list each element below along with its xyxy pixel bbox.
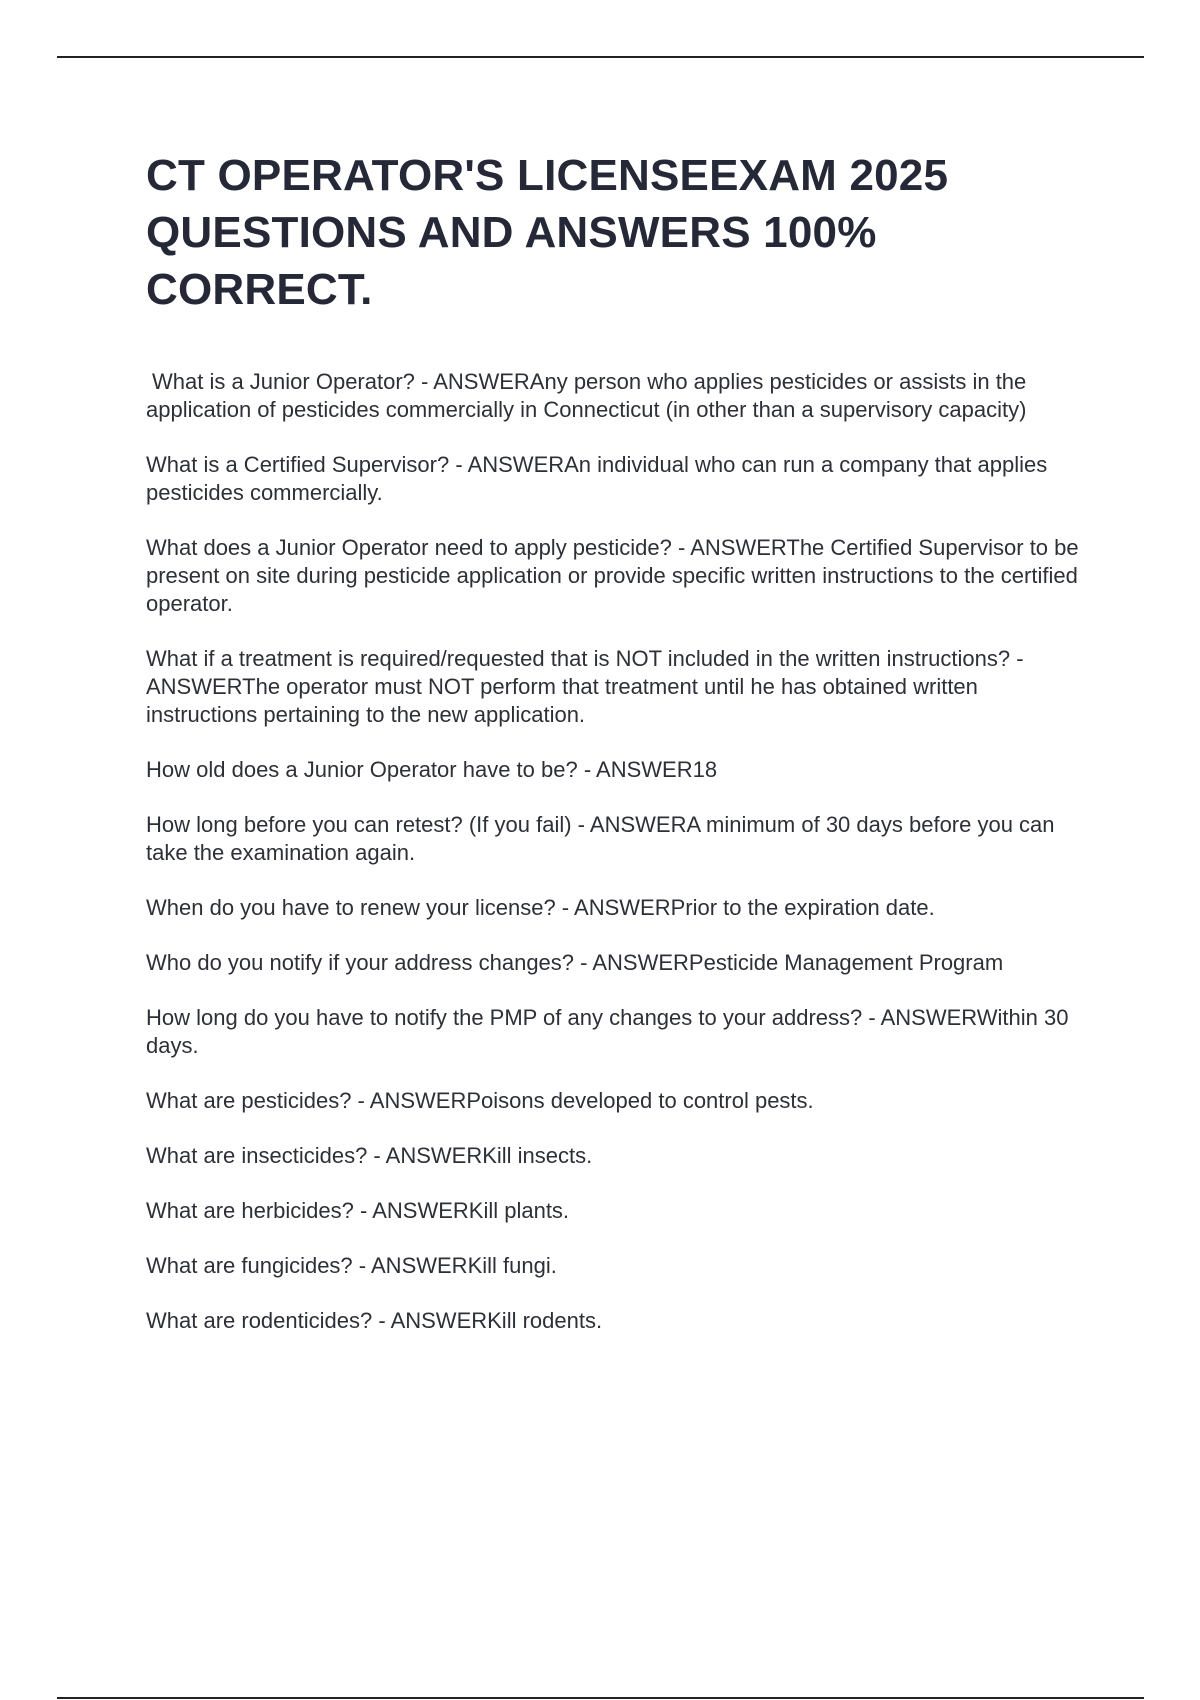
qa-item-certified-supervisor: What is a Certified Supervisor? - ANSWERAn individual who can run a company that applies pesticides commercially. <box>146 452 1048 505</box>
qa-item-insecticides: What are insecticides? - ANSWERKill insects. <box>146 1143 593 1168</box>
qa-item-address-change-notify: Who do you notify if your address changes? - ANSWERPesticide Management Program <box>146 950 1004 975</box>
qa-item-retest: How long before you can retest? (If you fail) - ANSWERA minimum of 30 days before you can take the examination again. <box>146 812 1055 865</box>
qa-item-herbicides: What are herbicides? - ANSWERKill plants. <box>146 1198 570 1223</box>
qa-item-junior-operator-needs: What does a Junior Operator need to apply pesticide? - ANSWERThe Certified Supervisor to be present on site during pesticide application or provide specific written instructions to the certified operator. <box>146 535 1079 616</box>
document-title: CT OPERATOR'S LICENSEEXAM 2025 QUESTIONS AND ANSWERS 100% CORRECT. <box>146 151 949 314</box>
qa-item-junior-operator: What is a Junior Operator? - ANSWERAny person who applies pesticides or assists in the application of pesticides commercially in Connecticut (in other than a supervisory capacity) <box>146 369 1027 422</box>
top-divider <box>57 56 1144 58</box>
qa-item-fungicides: What are fungicides? - ANSWERKill fungi. <box>146 1253 557 1278</box>
qa-item-treatment-not-included: What if a treatment is required/requested that is NOT included in the written instructions? - ANSWERThe operator must NOT perform that treatment until he has obtained written instructions pertaining to the new application. <box>146 646 1024 727</box>
qa-item-address-change-deadline: How long do you have to notify the PMP of any changes to your address? - ANSWERWithin 30 days. <box>146 1005 1069 1058</box>
qa-item-renew-license: When do you have to renew your license? - ANSWERPrior to the expiration date. <box>146 895 935 920</box>
qa-list <box>146 368 1086 1362</box>
qa-item-rodenticides: What are rodenticides? - ANSWERKill rodents. <box>146 1308 603 1333</box>
qa-item-minimum-age: How old does a Junior Operator have to be? - ANSWER18 <box>146 757 718 782</box>
bottom-divider <box>57 1697 1144 1699</box>
qa-item-pesticides: What are pesticides? - ANSWERPoisons developed to control pests. <box>146 1088 814 1113</box>
